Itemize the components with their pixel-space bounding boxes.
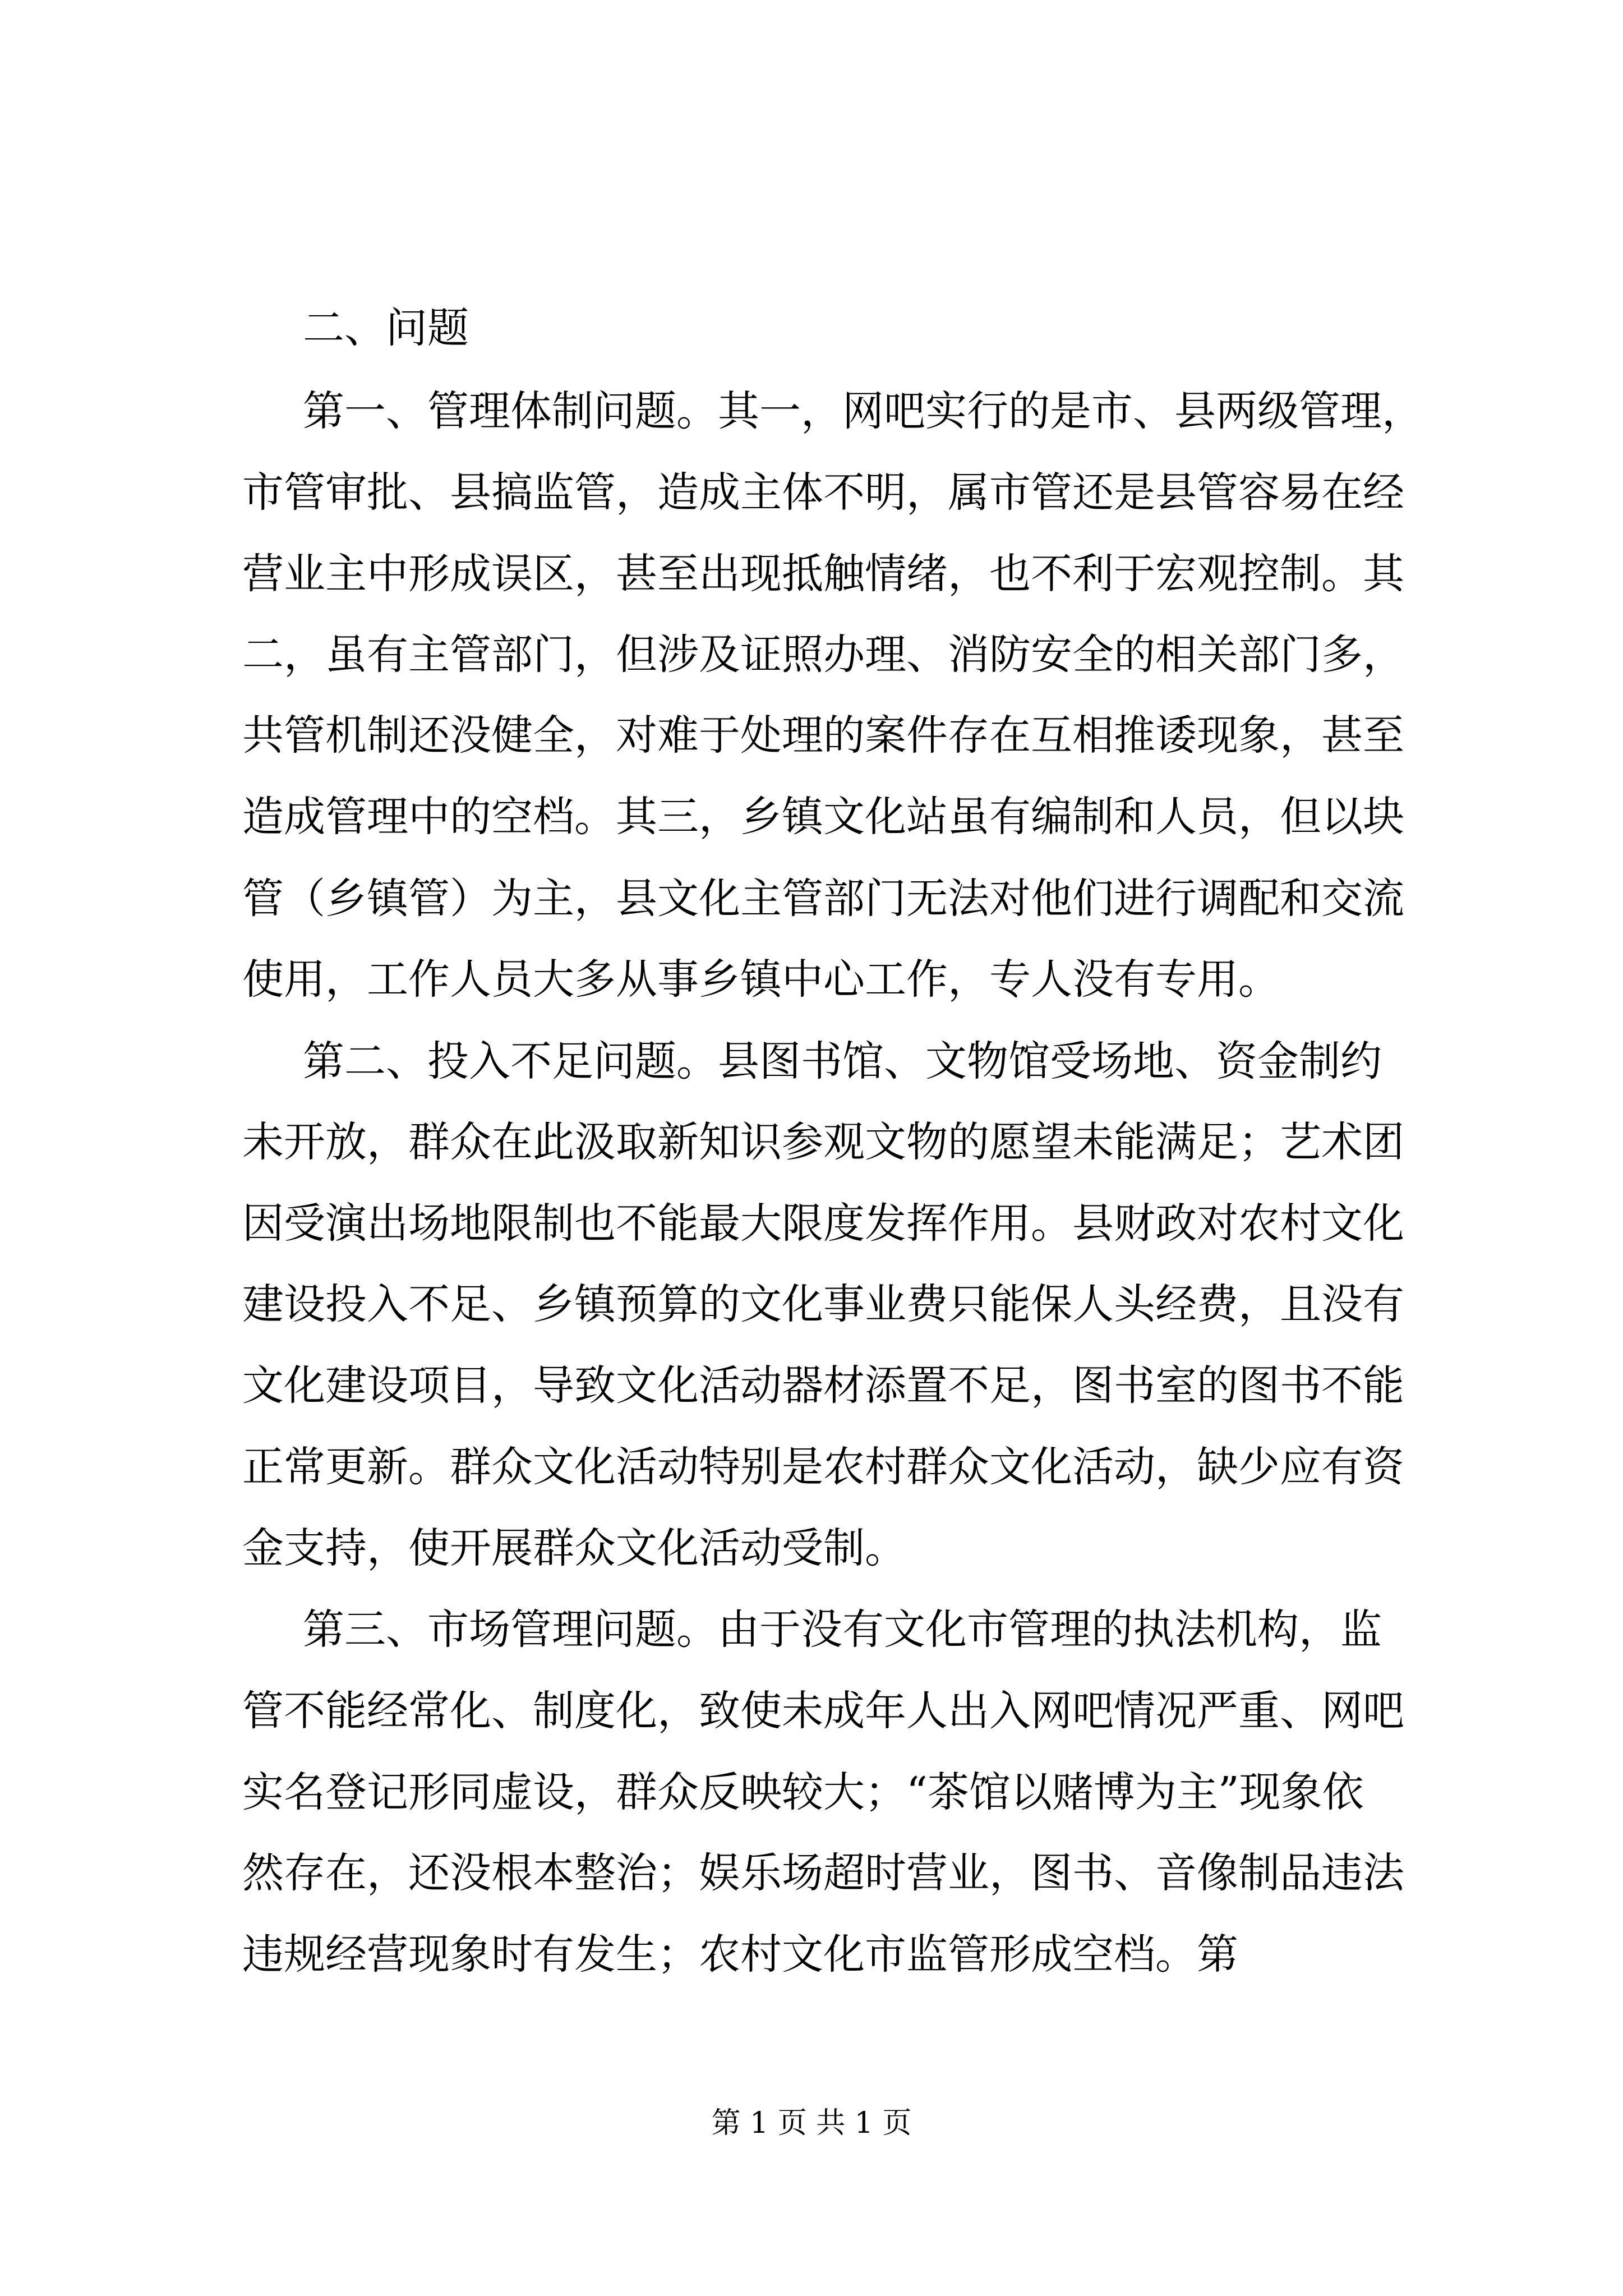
page-footer: 第 1 页 共 1 页 <box>711 2106 912 2140</box>
paragraph-line: 然存在，还没根本整治；娱乐场超时营业，图书、音像制品违法 <box>242 1849 1404 1897</box>
paragraph-line: 正常更新。群众文化活动特别是农村群众文化活动，缺少应有资 <box>242 1443 1404 1491</box>
section-heading: 二、问题 <box>303 304 469 352</box>
paragraph-line: 第三、市场管理问题。由于没有文化市管理的执法机构，监 <box>303 1605 1382 1654</box>
paragraph-line: 金支持，使开展群众文化活动受制。 <box>242 1524 906 1572</box>
paragraph-line: 第一、管理体制问题。其一，网吧实行的是市、县两级管理， <box>303 387 1423 435</box>
paragraph-line: 违规经营现象时有发生；农村文化市监管形成空档。第 <box>242 1930 1238 1978</box>
paragraph-line: 实名登记形同虚设，群众反映较大；“茶馆以赌博为主”现象依 <box>242 1768 1364 1816</box>
paragraph-line: 二，虽有主管部门，但涉及证照办理、消防安全的相关部门多， <box>242 631 1404 679</box>
paragraph-line: 未开放，群众在此汲取新知识参观文物的愿望未能满足；艺术团 <box>242 1118 1404 1166</box>
paragraph-line: 建设投入不足、乡镇预算的文化事业费只能保人头经费，且没有 <box>242 1280 1404 1328</box>
paragraph-line: 文化建设项目，导致文化活动器材添置不足，图书室的图书不能 <box>242 1361 1404 1410</box>
paragraph-line: 因受演出场地限制也不能最大限度发挥作用。县财政对农村文化 <box>242 1199 1404 1248</box>
paragraph-line: 管不能经常化、制度化，致使未成年人出入网吧情况严重、网吧 <box>242 1687 1404 1735</box>
paragraph-line: 使用，工作人员大多从事乡镇中心工作，专人没有专用。 <box>242 955 1280 1004</box>
paragraph-line: 第二、投入不足问题。县图书馆、文物馆受场地、资金制约 <box>303 1037 1382 1085</box>
paragraph-line: 造成管理中的空档。其三，乡镇文化站虽有编制和人员，但以块 <box>242 793 1404 841</box>
paragraph-line: 管（乡镇管）为主，县文化主管部门无法对他们进行调配和交流 <box>242 875 1404 923</box>
paragraph-line: 共管机制还没健全，对难于处理的案件存在互相推诿现象，甚至 <box>242 711 1404 760</box>
paragraph-line: 营业主中形成误区，甚至出现抵触情绪，也不利于宏观控制。其 <box>242 550 1404 598</box>
paragraph-line: 市管审批、县搞监管，造成主体不明，属市管还是县管容易在经 <box>242 468 1404 517</box>
